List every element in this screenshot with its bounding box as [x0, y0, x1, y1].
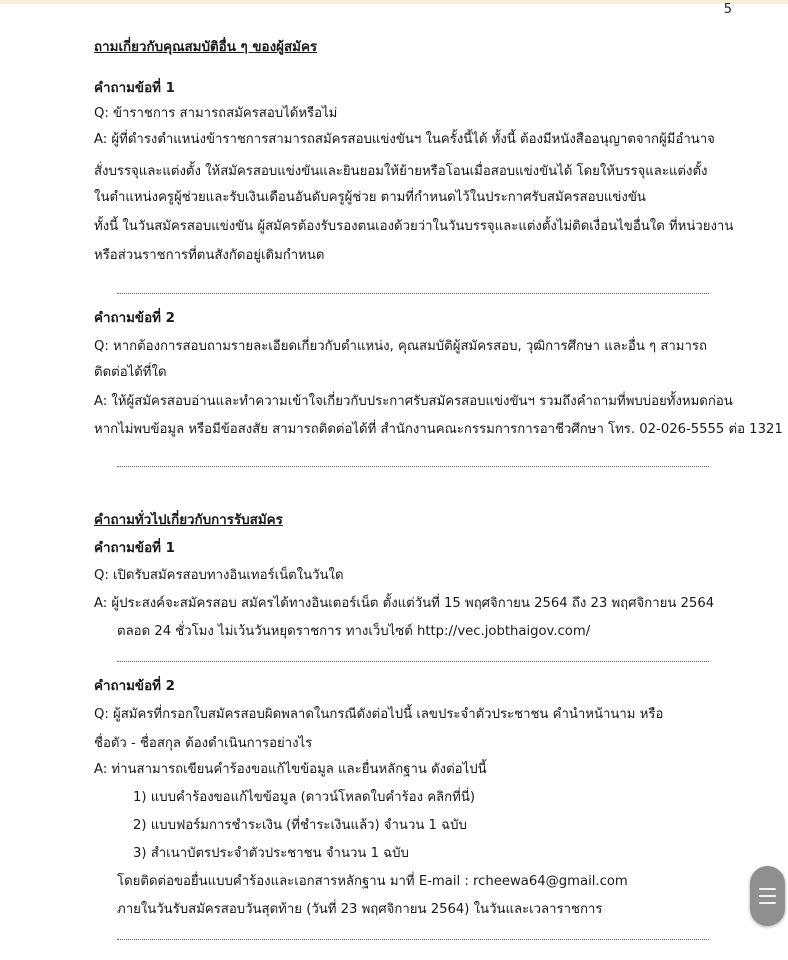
dotted-separator [117, 939, 709, 940]
menu-bar [759, 888, 776, 890]
section-heading-general-application: คำถามทั่วไปเกี่ยวกับการรับสมัคร [94, 513, 283, 528]
question-label: คำถามข้อที่ 1 [94, 541, 175, 556]
question-text: ชื่อตัว - ชื่อสกุล ต้องดำเนินการอย่างไร [94, 736, 313, 751]
answer-line: สั่งบรรจุและแต่งตั้ง ให้สมัครสอบแข่งขันและยินยอมให้ย้ายหรือโอนเมื่อสอบแข่งขันได้ โดยให้บรรจุและแต่งตั้ง [94, 164, 708, 179]
question-text: Q: หากต้องการสอบถามรายละเอียดเกี่ยวกับตำแหน่ง, คุณสมบัติผู้สมัครสอบ, วุฒิการศึกษา และอื่น ๆ สามารถ [94, 339, 707, 354]
question-text: Q: ผู้สมัครที่กรอกใบสมัครสอบผิดพลาดในกรณีดังต่อไปนี้ เลขประจำตัวประชาชน คำนำหน้านาม หรือ [94, 707, 664, 722]
answer-line: หรือส่วนราชการที่ตนสังกัดอยู่เดิมกำหนด [94, 248, 325, 263]
dotted-separator [117, 293, 709, 294]
answer-line: โดยติดต่อขอยื่นแบบคำร้องและเอกสารหลักฐาน มาที่ E-mail : rcheewa64@gmail.com [117, 874, 628, 889]
answer-line: A: ท่านสามารถเขียนคำร้องขอแก้ไขข้อมูล และยื่นหลักฐาน ดังต่อไปนี้ [94, 762, 487, 777]
question-text: Q: ข้าราชการ สามารถสมัครสอบได้หรือไม่ [94, 106, 338, 121]
answer-line: ทั้งนี้ ในวันสมัครสอบแข่งขัน ผู้สมัครต้องรับรองตนเองด้วยว่าในวันบรรจุและแต่งตั้งไม่ติดเงื่อนไขอื่นใด ที่หน่วยงาน [94, 219, 734, 234]
question-text: Q: เปิดรับสมัครสอบทางอินเทอร์เน็ตในวันใด [94, 568, 344, 583]
menu-bar [759, 895, 776, 897]
list-item: 2) แบบฟอร์มการชำระเงิน (ที่ชำระเงินแล้ว) จำนวน 1 ฉบับ [133, 818, 467, 833]
dotted-separator [117, 466, 709, 467]
dotted-separator [117, 661, 709, 662]
answer-line: A: ให้ผู้สมัครสอบอ่านและทำความเข้าใจเกี่ยวกับประกาศรับสมัครสอบแข่งขันฯ รวมถึงคำถามที่พบบ่อยทั้งหมดก่อน [94, 394, 733, 409]
list-item: 3) สำเนาบัตรประจำตัวประชาชน จำนวน 1 ฉบับ [133, 846, 409, 861]
answer-line: หากไม่พบข้อมูล หรือมีข้อสงสัย สามารถติดต่อได้ที่ สำนักงานคณะกรรมการการอาชีวศึกษา โทร. 02-026-5555 ต่อ 1321 [94, 422, 783, 437]
question-text: ติดต่อได้ที่ใด [94, 365, 167, 380]
answer-line: A: ผู้ประสงค์จะสมัครสอบ สมัครได้ทางอินเตอร์เน็ต ตั้งแต่วันที่ 15 พฤศจิกายน 2564 ถึง 23 พฤศจิกายน 2564 [94, 596, 715, 611]
answer-line: ในตำแหน่งครูผู้ช่วยและรับเงินเดือนอันดับครูผู้ช่วย ตามที่กำหนดไว้ในประกาศรับสมัครสอบแข่งขัน [94, 190, 646, 205]
list-item: 1) แบบคำร้องขอแก้ไขข้อมูล (ดาวน์โหลดใบคำร้อง คลิกที่นี่) [133, 790, 475, 805]
page-number: 5 [723, 2, 732, 17]
menu-bar [759, 902, 776, 904]
question-label: คำถามข้อที่ 2 [94, 311, 175, 326]
answer-line: ภายในวันรับสมัครสอบวันสุดท้าย (วันที่ 23 พฤศจิกายน 2564) ในวันและเวลาราชการ [117, 902, 603, 917]
question-label: คำถามข้อที่ 1 [94, 81, 175, 96]
hamburger-menu-icon[interactable] [750, 866, 785, 926]
answer-line: A: ผู้ที่ดำรงตำแหน่งข้าราชการสามารถสมัครสอบแข่งขันฯ ในครั้งนี้ได้ ทั้งนี้ ต้องมีหนังสืออนุญาตจากผู้มีอำนาจ [94, 132, 715, 147]
section-heading-other-qualifications: ถามเกี่ยวกับคุณสมบัติอื่น ๆ ของผู้สมัคร [94, 40, 318, 55]
answer-line: ตลอด 24 ชั่วโมง ไม่เว้นวันหยุดราชการ ทางเว็บไซต์ http://vec.jobthaigov.com/ [117, 624, 591, 639]
question-label: คำถามข้อที่ 2 [94, 679, 175, 694]
